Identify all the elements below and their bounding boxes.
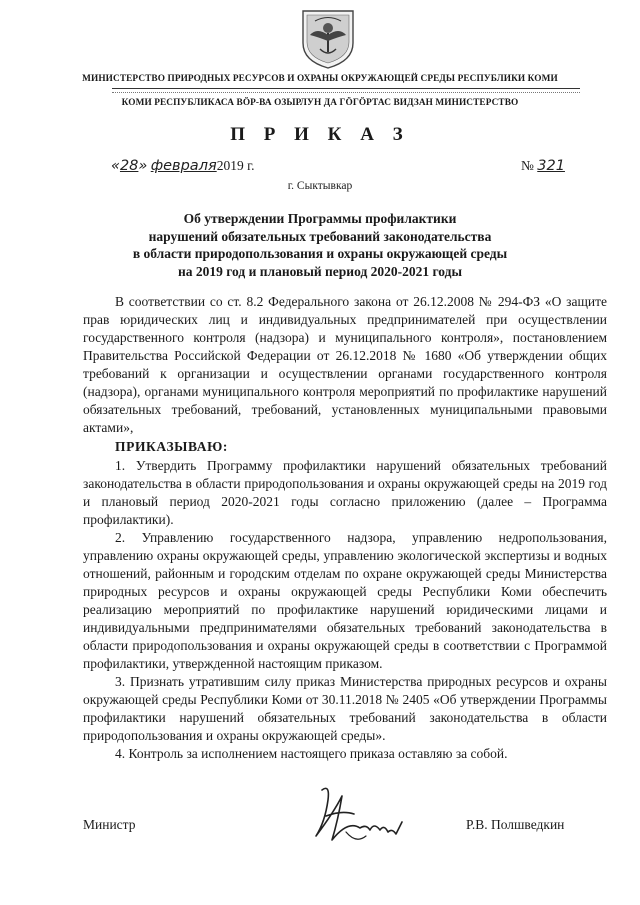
- heading-line-3: в области природопользования и охраны окружающей среды: [132, 246, 508, 261]
- ministry-name-russian: МИНИСТЕРСТВО ПРИРОДНЫХ РЕСУРСОВ И ОХРАНЫ ОКРУЖАЮЩЕЙ СРЕДЫ РЕСПУБЛИКИ КОМИ: [82, 74, 558, 84]
- header-rule-dotted: [112, 92, 580, 93]
- order-item-4: 4. Контроль за исполнением настоящего приказа оставляю за собой.: [115, 746, 508, 761]
- header-rule: [112, 88, 580, 89]
- order-heading: [100, 210, 540, 280]
- date-open-quote: «: [111, 158, 120, 174]
- ministry-name-komi: КОМИ РЕСПУБЛИКАСА ВӦР-ВА ОЗЫРЛУН ДА ГӦГӦРТАС ВИДЗАН МИНИСТЕРСТВО: [121, 98, 519, 108]
- city-name: г. Сыктывкар: [287, 180, 353, 192]
- order-number: [521, 158, 565, 174]
- order-body: [83, 293, 607, 763]
- order-item-3: 3. Признать утратившим силу приказ Министерства природных ресурсов и охраны окружающей среды Республики Коми от 30.11.2018 № 2405 «Об утверждении Программы профилактики нарушений обязательных требований законодательства в области природопользования и охраны окружающей среды».: [83, 674, 607, 743]
- signatory-position: Министр: [83, 817, 136, 832]
- document-title: П Р И К А З: [230, 124, 410, 145]
- order-number-value: 321: [537, 158, 565, 174]
- order-number-label: №: [521, 158, 534, 173]
- order-command: ПРИКАЗЫВАЮ:: [115, 439, 229, 454]
- preamble-paragraph: В соответствии со ст. 8.2 Федерального закона от 26.12.2008 № 294-ФЗ «О защите прав юридических лиц и индивидуальных предпринимателей при осуществлении государственного контроля (надзора) и муниципального контроля», постановлением Правительства Российской Федерации от 26.12.2018 № 1680 «Об утверждении общих требований к организации и осуществлении органами государственного контроля (надзора), органами муниципального контроля мероприятий по профилактике нарушений обязательных требований, требований, установленных муниципальными правовыми актами»,: [83, 294, 607, 435]
- signature-icon: [308, 782, 408, 852]
- heading-line-1: Об утверждении Программы профилактики: [183, 211, 457, 226]
- heading-line-4: на 2019 год и плановый период 2020-2021 годы: [177, 263, 463, 279]
- date-year: 2019 г.: [216, 158, 255, 173]
- date-close-quote: »: [138, 158, 148, 174]
- order-date: [111, 158, 254, 174]
- date-month: февраля: [150, 158, 217, 174]
- order-item-2: 2. Управлению государственного надзора, управлению недропользования, управлению охраны окружающей среды, управлению экологической экспертизы и водных отношений, районным и городским отделам по охране окружающей среды Министерства природных ресурсов и охраны окружающей среды Республики Коми обеспечить реализацию мероприятий по профилактике нарушений юридическими лицами и индивидуальными предпринимателями обязательных требований законодательства в области природопользования и охраны окружающей среды в соответствии с Программой профилактики, утвержденной настоящим приказом.: [83, 530, 607, 671]
- coat-of-arms-komi-icon: [297, 5, 359, 71]
- heading-line-2: нарушений обязательных требований законодательства: [148, 228, 492, 244]
- date-day: 28: [119, 158, 139, 174]
- order-item-1: 1. Утвердить Программу профилактики нарушений обязательных требований законодательства в области природопользования и охраны окружающей среды на 2019 год и плановый период 2020-2021 годы согласно приложению (далее – Программа профилактики).: [83, 458, 607, 527]
- signatory-name: Р.В. Полшведкин: [466, 817, 565, 832]
